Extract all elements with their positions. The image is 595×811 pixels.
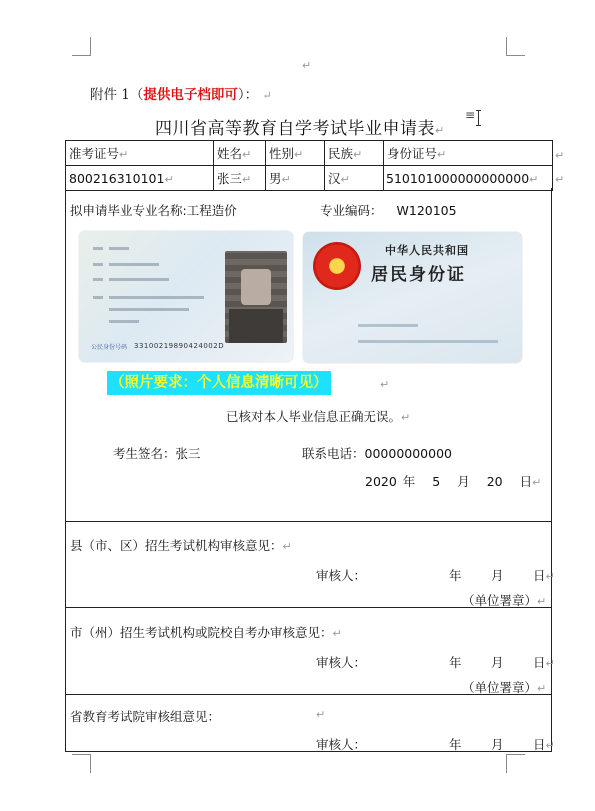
id-field-line bbox=[93, 296, 103, 299]
header-cell-ethnicity[interactable] bbox=[325, 141, 384, 166]
cell-text: 800216310101 bbox=[69, 170, 165, 186]
city-seal-label bbox=[462, 678, 546, 696]
cell-text: 男 bbox=[269, 171, 282, 186]
major-name-line[interactable] bbox=[70, 201, 237, 219]
attachment-prefix: 附件 1（ bbox=[90, 87, 144, 103]
id-field-line bbox=[109, 247, 129, 250]
county-review-label[interactable] bbox=[70, 536, 292, 554]
header-cell-id-number[interactable] bbox=[384, 141, 553, 166]
attachment-note: 提供电子档即可 bbox=[143, 87, 238, 103]
city-review-day bbox=[533, 653, 555, 671]
paragraph-mark: ↵ bbox=[435, 124, 445, 137]
page-corner-mark bbox=[506, 37, 525, 56]
date-month: 5 bbox=[432, 474, 441, 489]
paragraph-mark: ↵ bbox=[164, 172, 174, 186]
county-seal-label bbox=[462, 591, 546, 609]
city-review-day-text: 日 bbox=[533, 655, 546, 670]
blurred-portrait-photo bbox=[225, 251, 287, 343]
cell-text: 性别 bbox=[269, 146, 295, 161]
phone-line[interactable] bbox=[302, 444, 452, 462]
cell-text: 汉 bbox=[328, 171, 341, 186]
paragraph-mark: ↵ bbox=[537, 595, 547, 608]
attachment-suffix: ）： bbox=[237, 87, 259, 103]
paragraph-mark: ↵ bbox=[545, 570, 555, 583]
major-code-value: W120105 bbox=[396, 203, 457, 218]
paragraph-mark: ↵ bbox=[332, 627, 342, 640]
application-date[interactable] bbox=[365, 472, 541, 490]
table-value-row bbox=[66, 166, 553, 191]
province-review-text: 省教育考试院审核组意见： bbox=[70, 709, 221, 724]
county-review-day-text: 日 bbox=[533, 568, 546, 583]
phone-value: 00000000000 bbox=[364, 446, 452, 461]
paragraph-mark: ↵ bbox=[401, 411, 411, 424]
paragraph-mark: ↵ bbox=[281, 173, 291, 186]
province-review-label[interactable] bbox=[70, 707, 220, 725]
date-year: 2020 bbox=[365, 474, 397, 489]
id-field-line bbox=[109, 320, 139, 323]
header-cell-name[interactable] bbox=[214, 141, 266, 166]
major-code-label: 专业编码： bbox=[320, 203, 383, 218]
province-reviewer-label[interactable]: 审核人： bbox=[316, 737, 367, 752]
id-field-line bbox=[358, 340, 498, 343]
paragraph-mark: ↵ bbox=[262, 89, 272, 102]
id-field-line bbox=[358, 324, 418, 327]
cell-text: 民族 bbox=[328, 146, 354, 161]
city-review-text: 市（州）招生考试机构或院校自考办审核意见： bbox=[70, 625, 333, 640]
cell-text: 身份证号 bbox=[387, 146, 438, 161]
paragraph-mark: ↵ bbox=[340, 173, 350, 186]
emblem-star-icon: ★ bbox=[331, 256, 342, 270]
city-review-label[interactable] bbox=[70, 623, 342, 641]
form-title-text: 四川省高等教育自学考试毕业申请表 bbox=[155, 119, 435, 139]
county-review-day bbox=[533, 566, 555, 584]
major-name-label: 拟申请毕业专业名称: bbox=[70, 203, 187, 218]
paragraph-mark: ↵ bbox=[353, 148, 363, 161]
paragraph-mark: ↵ bbox=[380, 378, 390, 391]
row-end-mark: ↵ bbox=[555, 149, 565, 162]
page-corner-mark bbox=[72, 37, 91, 56]
signature-label: 考生签名： bbox=[113, 446, 176, 461]
header-cell-gender[interactable] bbox=[266, 141, 325, 166]
paragraph-mark: ↵ bbox=[242, 148, 252, 161]
confirmation-text: 已核对本人毕业信息正确无误。 bbox=[226, 409, 402, 424]
id-field-line bbox=[93, 278, 103, 281]
value-cell-exam-number[interactable] bbox=[66, 166, 214, 191]
portrait-body bbox=[229, 309, 283, 343]
date-month-unit: 月 bbox=[457, 474, 470, 489]
paragraph-mark: ↵ bbox=[316, 708, 326, 721]
paragraph-mark: ↵ bbox=[242, 173, 252, 186]
header-cell-exam-number[interactable] bbox=[66, 141, 214, 166]
date-year-unit: 年 bbox=[402, 474, 416, 489]
photo-requirement-highlight[interactable] bbox=[107, 371, 331, 395]
id-field-line bbox=[109, 278, 169, 281]
city-seal-text: （单位署章） bbox=[462, 680, 538, 695]
paragraph-mark: ↵ bbox=[532, 476, 542, 489]
table-header-row bbox=[66, 141, 553, 166]
city-reviewer-label[interactable]: 审核人： bbox=[316, 655, 367, 670]
paragraph-mark: ↵ bbox=[545, 657, 555, 670]
paragraph-mark: ↵ bbox=[537, 682, 547, 695]
paragraph-mark: ↵ bbox=[294, 148, 304, 161]
paragraph-mark: ↵ bbox=[119, 148, 129, 161]
paragraph-mark: ↵ bbox=[282, 540, 292, 553]
county-review-month: 月 bbox=[491, 568, 504, 583]
signature-value: 张三 bbox=[175, 446, 201, 461]
value-cell-id-number[interactable] bbox=[384, 166, 553, 191]
id-card-title: 居民身份证 bbox=[371, 265, 466, 285]
date-day-unit: 日 bbox=[519, 474, 533, 489]
form-title[interactable] bbox=[155, 114, 445, 139]
province-review-year: 年 bbox=[449, 737, 462, 752]
paragraph-mark: ↵ bbox=[529, 172, 539, 186]
id-field-line bbox=[93, 263, 103, 266]
province-review-day-text: 日 bbox=[533, 737, 546, 752]
id-field-line bbox=[109, 308, 189, 311]
id-card-number: 33100219890424002D bbox=[134, 342, 225, 350]
city-review-year: 年 bbox=[449, 655, 462, 670]
major-name-value: 工程造价 bbox=[186, 203, 237, 218]
city-review-month: 月 bbox=[491, 655, 504, 670]
id-field-line bbox=[93, 247, 103, 250]
paragraph-mark: ↵ bbox=[545, 739, 555, 752]
id-card-front-image bbox=[79, 231, 293, 362]
province-review-month: 月 bbox=[491, 737, 504, 752]
date-day: 20 bbox=[486, 474, 503, 489]
row-end-mark: ↵ bbox=[555, 173, 565, 186]
phone-label: 联系电话： bbox=[302, 446, 365, 461]
id-public-label: 公民身份号码 bbox=[91, 344, 128, 351]
page-corner-mark bbox=[506, 754, 525, 773]
province-review-day bbox=[533, 735, 555, 753]
county-seal-text: （单位署章） bbox=[462, 593, 538, 608]
paragraph-mark: ↵ bbox=[302, 59, 312, 72]
text-cursor-icon bbox=[478, 110, 479, 126]
confirmation-line[interactable] bbox=[226, 407, 410, 425]
value-cell-ethnicity[interactable] bbox=[325, 166, 384, 191]
page-corner-mark bbox=[72, 754, 91, 773]
cell-text: 张三 bbox=[217, 171, 243, 186]
list-format-icon: ≡ bbox=[465, 108, 476, 122]
attachment-line[interactable] bbox=[90, 83, 272, 103]
value-cell-gender[interactable] bbox=[266, 166, 325, 191]
cell-text: 准考证号 bbox=[69, 146, 120, 161]
county-review-year: 年 bbox=[449, 568, 462, 583]
major-code-line[interactable] bbox=[320, 201, 457, 219]
applicant-info-table bbox=[65, 140, 553, 191]
county-reviewer-label[interactable]: 审核人： bbox=[316, 568, 367, 583]
paragraph-mark: ↵ bbox=[437, 148, 447, 161]
cell-text: 510101000000000000 bbox=[386, 170, 530, 186]
id-field-line bbox=[109, 263, 159, 266]
value-cell-name[interactable] bbox=[214, 166, 266, 191]
id-field-line bbox=[109, 296, 204, 299]
cell-text: 姓名 bbox=[217, 146, 243, 161]
id-card-back-image bbox=[303, 232, 522, 363]
id-card-country: 中华人民共和国 bbox=[385, 244, 469, 257]
signature-line[interactable] bbox=[113, 444, 201, 462]
portrait-face bbox=[241, 269, 271, 305]
photo-requirement-text: （照片要求：个人信息清晰可见） bbox=[110, 375, 328, 391]
county-review-text: 县（市、区）招生考试机构审核意见： bbox=[70, 538, 283, 553]
